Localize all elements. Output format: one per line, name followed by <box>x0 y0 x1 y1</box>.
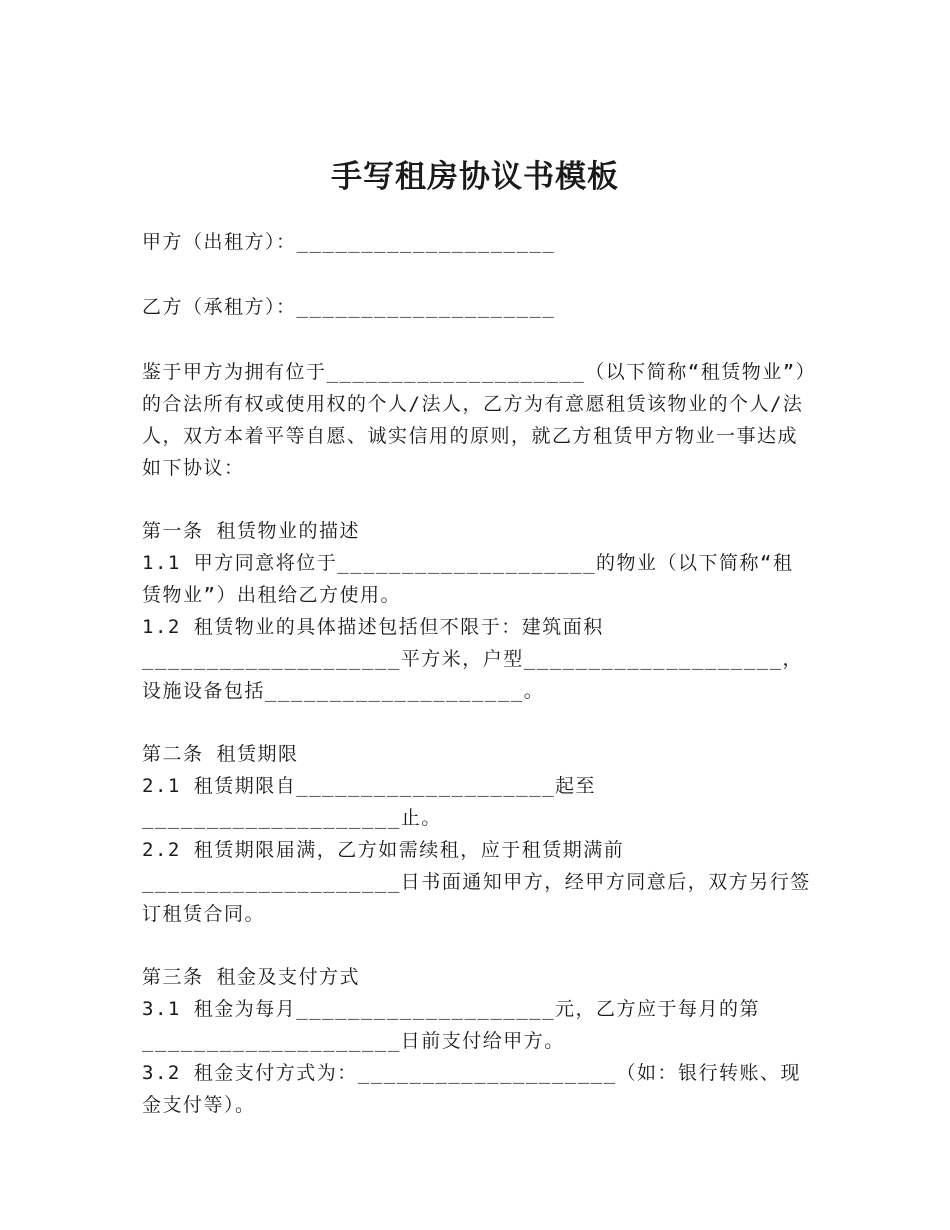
clause-3-2: 3.2 租金支付方式为：____________________（如：银行转账、现金支付等）。 <box>142 1062 802 1116</box>
article-1-heading: 第一条 租赁物业的描述 <box>142 520 360 542</box>
clause-3-1: 3.1 租金为每月____________________元，乙方应于每月的第____________________日前支付给甲方。 <box>142 998 761 1052</box>
clause-2-1: 2.1 租赁期限自____________________起至____________________止。 <box>142 775 597 829</box>
party-a-line: 甲方（出租方）：____________________ <box>142 231 556 253</box>
agreement-body <box>142 226 812 1121</box>
page-title: 手写租房协议书模板 <box>331 158 619 195</box>
clause-1-1: 1.1 甲方同意将位于____________________的物业（以下简称“租赁物业”）出租给乙方使用。 <box>142 552 794 606</box>
party-b-line: 乙方（承租方）：____________________ <box>142 296 556 318</box>
preamble-paragraph: 鉴于甲方为拥有位于____________________（以下简称“租赁物业”）的合法所有权或使用权的个人/法人，乙方为有意愿租赁该物业的个人/法人，双方本着平等自愿、诚实信用的原则，就乙方租赁甲方物业一事达成如下协议： <box>142 361 807 479</box>
article-2-heading: 第二条 租赁期限 <box>142 743 299 765</box>
clause-1-2: 1.2 租赁物业的具体描述包括但不限于：建筑面积____________________平方米，户型____________________，设施设备包括____________________。 <box>142 616 804 702</box>
article-3-heading: 第三条 租金及支付方式 <box>142 966 360 988</box>
clause-2-2: 2.2 租赁期限届满，乙方如需续租，应于租赁期满前____________________日书面通知甲方，经甲方同意后，双方另行签订租赁合同。 <box>142 839 811 925</box>
